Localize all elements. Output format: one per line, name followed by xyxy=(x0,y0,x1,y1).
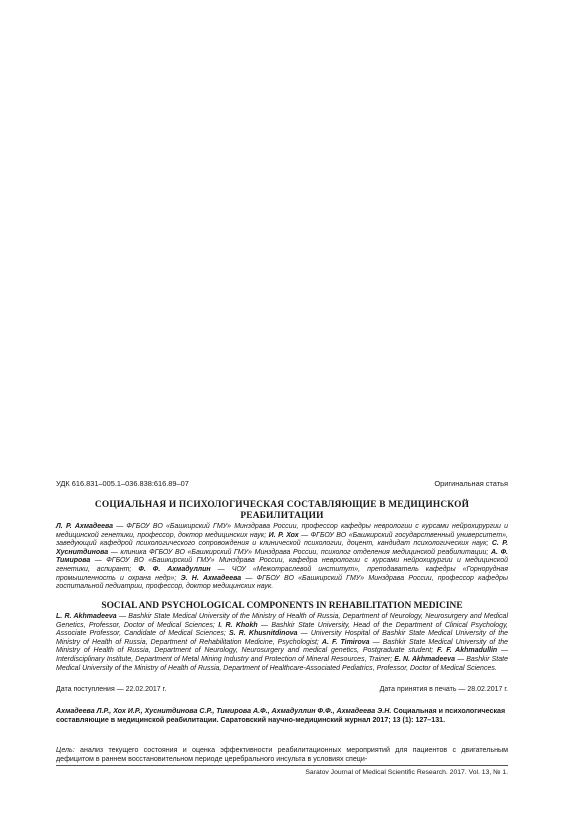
citation xyxy=(56,707,508,724)
author-affiliation: — ЧОУ «Межотраслевой институт», преподаватель кафедры «Горнорудная промышленность и охрана недр»; xyxy=(56,565,508,582)
author-affiliation: — ФГБОУ ВО «Башкирский ГМУ» Минздрава России, кафедра неврологии с курсами нейрохирургии и медицинской генетики, аспирант; xyxy=(56,557,508,573)
udk-code: УДК 616.831–005.1–036.838:616.89–07 xyxy=(56,479,189,488)
article-type: Оригинальная статья xyxy=(434,479,508,488)
author-affiliation: — Bashkir State Medical University of the Ministry of Health of Russia, Department of Neurology, Neurosurgery and Medical Genetics, Professor, Doctor of Medical Sciences; xyxy=(56,613,509,629)
journal-footer: Saratov Journal of Medical Scientific Research. 2017. Vol. 13, № 1. xyxy=(305,769,508,776)
author-affiliation: — Bashkir State Medical University of the Ministry of Health of Russia, Department of Neurology, Neurosurgery and medical genetics, Postgraduate student; xyxy=(56,638,509,655)
author-name: E. N. Akhmadeeva xyxy=(394,655,456,663)
citation-title: Социальная и психологическая составляющие в медицинской реабилитации. Саратовский научно-медицинский журнал 2017; 13 (1): 127–131. xyxy=(56,707,506,724)
author-name: Ф. Ф. Ахмадуллин xyxy=(138,565,211,573)
date-received: Дата поступления — 22.02.2017 г. xyxy=(56,686,167,693)
citation-authors: Ахмадеева Л.Р., Хох И.Р., Хуснитдинова С.Р., Тимирова А.Ф., Ахмадуллин Ф.Ф., Ахмадеева Э.Н. xyxy=(56,707,392,715)
author-name: Л. Р. Ахмадеева xyxy=(56,523,114,530)
author-affiliation: — Bashkir State University, Head of the Department of Clinical Psychology, Associate Professor, Candidate of Medical Sciences; xyxy=(56,621,508,638)
authors-en xyxy=(56,613,508,673)
author-name: A. F. Timirova xyxy=(321,638,370,646)
author-affiliation: — ФГБОУ ВО «Башкирский ГМУ» Минздрава России, профессор кафедры госпитальной педиатрии, профессор, доктор медицинских наук. xyxy=(56,574,509,591)
author-name: С. Р. Хуснитдинова xyxy=(56,540,509,556)
author-name: А. Ф. Тимирова xyxy=(56,548,509,565)
author-name: Э. Н. Ахмадеева xyxy=(180,574,242,582)
author-name: L. R. Akhmadeeva xyxy=(56,613,117,620)
author-affiliation: — ФГБОУ ВО «Башкирский государственный университет», заведующий кафедрой психологического сопровождения и клинической психологии, доцент, кандидат психологических наук; xyxy=(56,531,508,548)
author-name: S. R. Khusnitdinova xyxy=(229,630,298,638)
dates-row xyxy=(56,686,508,693)
author-affiliation: — ФГБОУ ВО «Башкирский ГМУ» Минздрава России, профессор кафедры неврологии с курсами нейрохирургии и медицинской генетики, профессор, доктор медицинских наук; xyxy=(56,523,509,539)
author-affiliation: — Interdisciplinary Institute, Department of Metal Mining Industry and Protection of Mineral Resources, Trainer; xyxy=(56,647,508,663)
header-row xyxy=(56,479,508,488)
abstract xyxy=(56,746,508,763)
author-name: F. F. Akhmadullin xyxy=(436,647,498,655)
author-affiliation: — University Hospital of Bashkir State Medical University of the Ministry of Health of Russia, Department of Rehabilitation Medicine, Psychologist; xyxy=(56,630,508,646)
author-name: И. Р. Хох xyxy=(268,531,299,539)
title-en: SOCIAL AND PSYCHOLOGICAL COMPONENTS IN REHABILITATION MEDICINE xyxy=(101,601,463,611)
author-affiliation: — Bashkir State Medical University of the Ministry of Health of Russia, Department of Healthcare-Associated Pediatrics, Professor, Doctor of Medical Sciences. xyxy=(56,655,508,672)
authors-ru xyxy=(56,523,508,592)
title-ru: СОЦИАЛЬНАЯ И ПСИХОЛОГИЧЕСКАЯ СОСТАВЛЯЮЩИЕ В МЕДИЦИНСКОЙ РЕАБИЛИТАЦИИ xyxy=(94,500,470,521)
footer-divider xyxy=(56,765,508,766)
author-name: I. R. Khokh xyxy=(218,621,258,629)
date-accepted: Дата принятия в печать — 28.02.2017 г. xyxy=(379,686,508,693)
abstract-text: анализ текущего состояния и оценка эффективности реабилитационных мероприятий для пациентов с двигательным дефицитом в раннем восстановительном периоде церебрального инсульта в условиях специ- xyxy=(56,746,508,763)
abstract-label: Цель: xyxy=(56,746,75,754)
author-affiliation: — клиника ФГБОУ ВО «Башкирский ГМУ» Минздрава России, психолог отделения медицинской реабилитации; xyxy=(108,548,491,556)
